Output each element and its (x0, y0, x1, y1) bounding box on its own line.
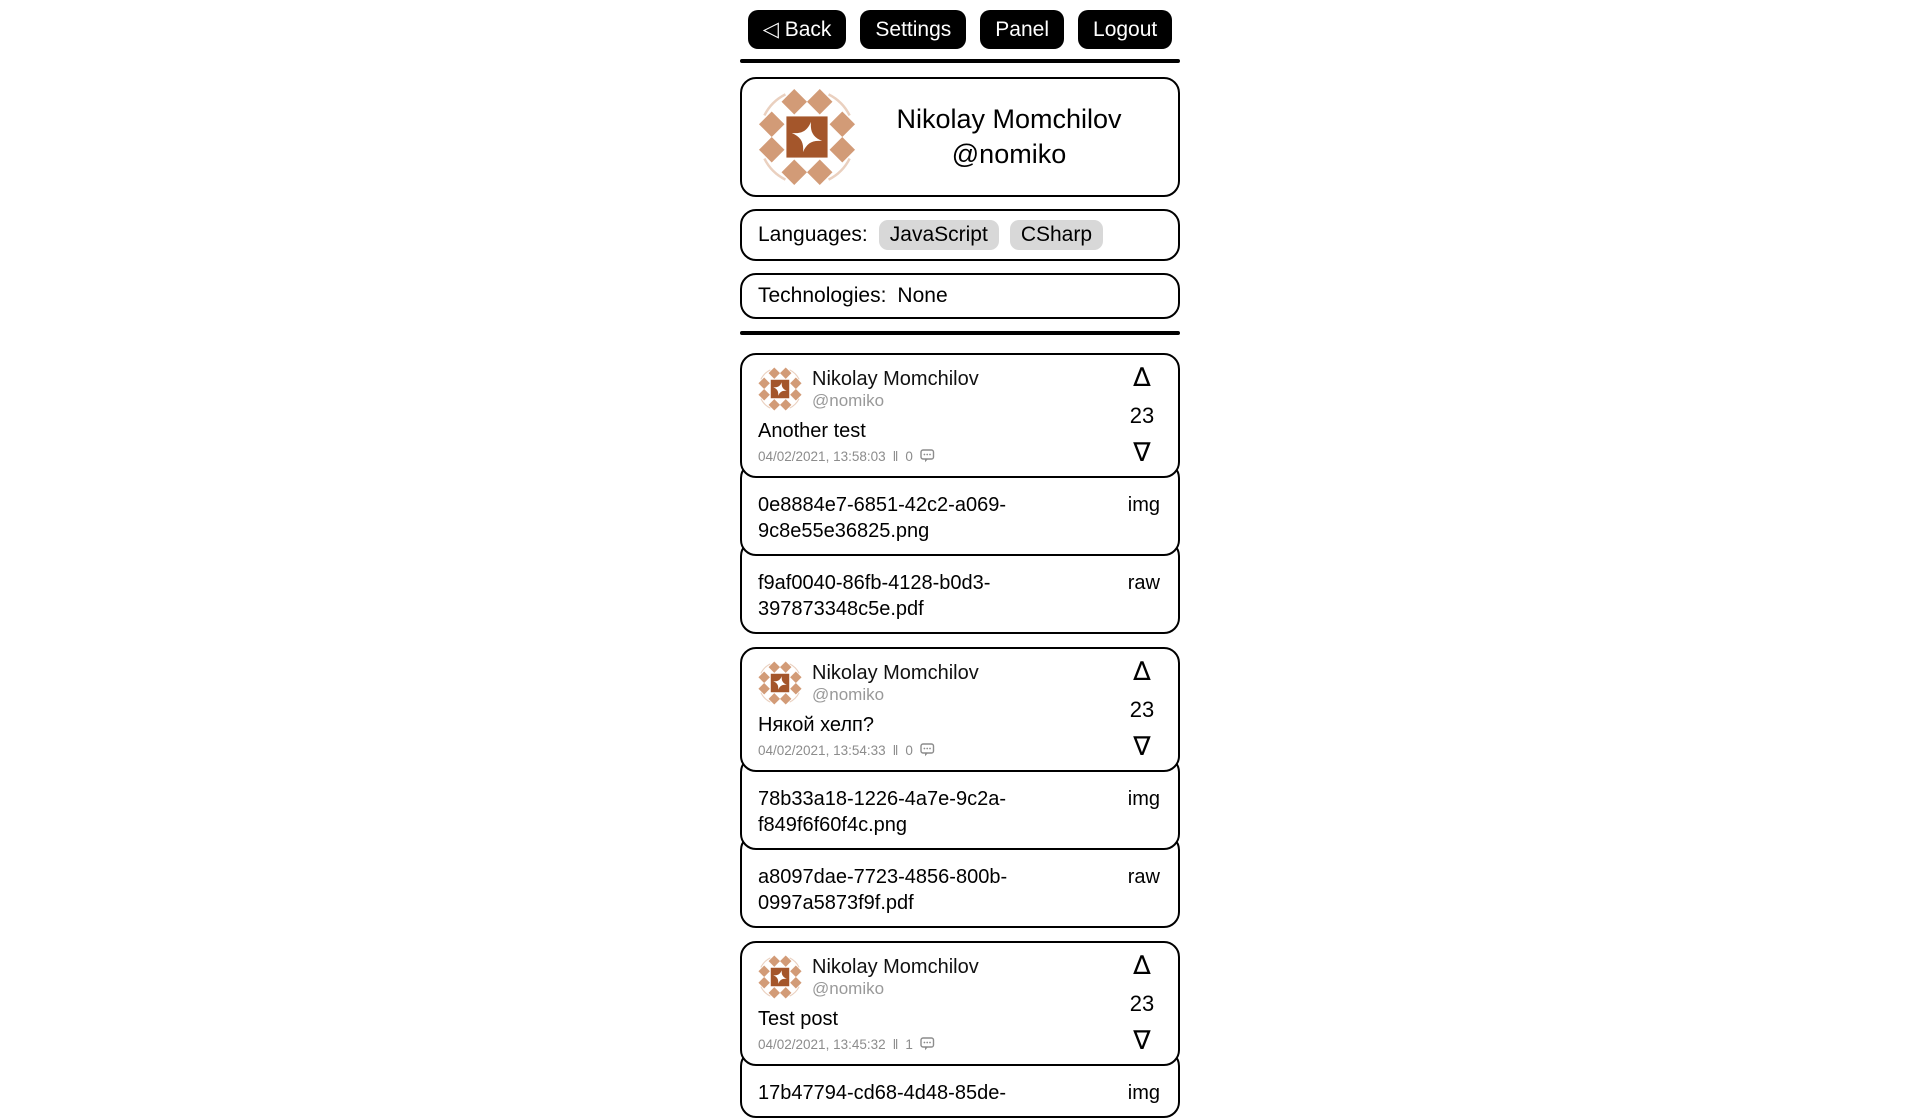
language-tag: CSharp (1010, 220, 1103, 250)
comment-bubble-icon (920, 449, 935, 463)
post-author-name: Nikolay Momchilov (812, 955, 979, 978)
post-title: Test post (758, 1008, 839, 1031)
back-button[interactable]: ◁ Back (748, 10, 847, 49)
meta-separator: ‖ (892, 448, 899, 465)
main-column (740, 0, 1180, 1118)
vote-column (1124, 363, 1160, 469)
attachment-type-badge: img (1127, 494, 1160, 517)
comment-count: 0 (905, 448, 913, 464)
post-author-handle: @nomiko (812, 684, 885, 704)
post-timestamp: 04/02/2021, 13:45:32 (758, 1036, 886, 1052)
vote-score: 23 (1129, 402, 1155, 428)
post-author-block (812, 956, 979, 999)
downvote-button[interactable]: ∇ (1133, 732, 1151, 763)
attachment-filename: 17b47794-cd68-4d48-85de- (758, 1082, 1006, 1105)
post-timestamp: 04/02/2021, 13:54:33 (758, 742, 886, 758)
post-header (758, 363, 1162, 411)
post-timestamp: 04/02/2021, 13:58:03 (758, 448, 886, 464)
post-header (758, 657, 1162, 705)
settings-button[interactable]: Settings (860, 10, 966, 49)
vote-column (1124, 951, 1160, 1057)
post-title: Някой хелп? (758, 714, 874, 737)
post-header (758, 951, 1162, 999)
comment-count: 0 (905, 742, 913, 758)
attachment-filename: a8097dae-7723-4856-800b-0997a5873f9f.pdf (758, 866, 1008, 915)
profile-card (740, 77, 1180, 197)
vote-score: 23 (1129, 696, 1155, 722)
meta-separator: ‖ (892, 742, 899, 759)
post-title: Another test (758, 420, 866, 443)
vote-score: 23 (1129, 990, 1155, 1016)
profile-name: Nikolay Momchilov (896, 104, 1122, 134)
language-tag: JavaScript (879, 220, 999, 250)
post-author-handle: @nomiko (812, 978, 885, 998)
post-meta (758, 1036, 1162, 1052)
comment-bubble-icon (920, 743, 935, 757)
post-avatar-identicon-icon (758, 367, 802, 411)
logout-button[interactable]: Logout (1078, 10, 1172, 49)
languages-card (740, 209, 1180, 261)
post-author-handle: @nomiko (812, 390, 885, 410)
post-group (740, 353, 1180, 634)
technologies-card (740, 273, 1180, 319)
panel-button[interactable]: Panel (980, 10, 1064, 49)
comment-bubble-icon (920, 1037, 935, 1051)
upvote-button[interactable]: ∆ (1133, 657, 1151, 688)
post-meta (758, 742, 1162, 758)
attachment-type-badge: img (1127, 788, 1160, 811)
meta-separator: ‖ (892, 1036, 899, 1053)
post-card[interactable] (740, 353, 1180, 478)
toolbar (740, 10, 1180, 49)
post-group (740, 647, 1180, 928)
attachment-filename: f9af0040-86fb-4128-b0d3-397873348c5e.pdf (758, 572, 991, 621)
upvote-button[interactable]: ∆ (1133, 363, 1151, 394)
divider (740, 331, 1180, 335)
post-group (740, 941, 1180, 1118)
post-author-name: Nikolay Momchilov (812, 367, 979, 390)
post-card[interactable] (740, 647, 1180, 772)
attachment-filename: 78b33a18-1226-4a7e-9c2a-f849f6f60f4c.png (758, 788, 1006, 837)
technologies-value: None (897, 284, 948, 308)
attachment-type-badge: raw (1127, 572, 1160, 595)
profile-names (856, 102, 1162, 172)
divider (740, 59, 1180, 63)
upvote-button[interactable]: ∆ (1133, 951, 1151, 982)
post-author-name: Nikolay Momchilov (812, 661, 979, 684)
post-author-block (812, 368, 979, 411)
attachment-type-badge: raw (1127, 866, 1160, 889)
post-avatar-identicon-icon (758, 955, 802, 999)
post-card[interactable] (740, 941, 1180, 1066)
downvote-button[interactable]: ∇ (1133, 1026, 1151, 1057)
post-meta (758, 448, 1162, 464)
post-avatar-identicon-icon (758, 661, 802, 705)
downvote-button[interactable]: ∇ (1133, 438, 1151, 469)
vote-column (1124, 657, 1160, 763)
post-author-block (812, 662, 979, 705)
languages-label: Languages: (758, 223, 868, 247)
technologies-label: Technologies: (758, 284, 887, 308)
profile-avatar-identicon-icon (758, 88, 856, 186)
comment-count: 1 (905, 1036, 913, 1052)
attachment-type-badge: img (1127, 1082, 1160, 1105)
attachment-filename: 0e8884e7-6851-42c2-a069-9c8e55e36825.png (758, 494, 1006, 543)
profile-handle: @nomiko (951, 139, 1067, 170)
